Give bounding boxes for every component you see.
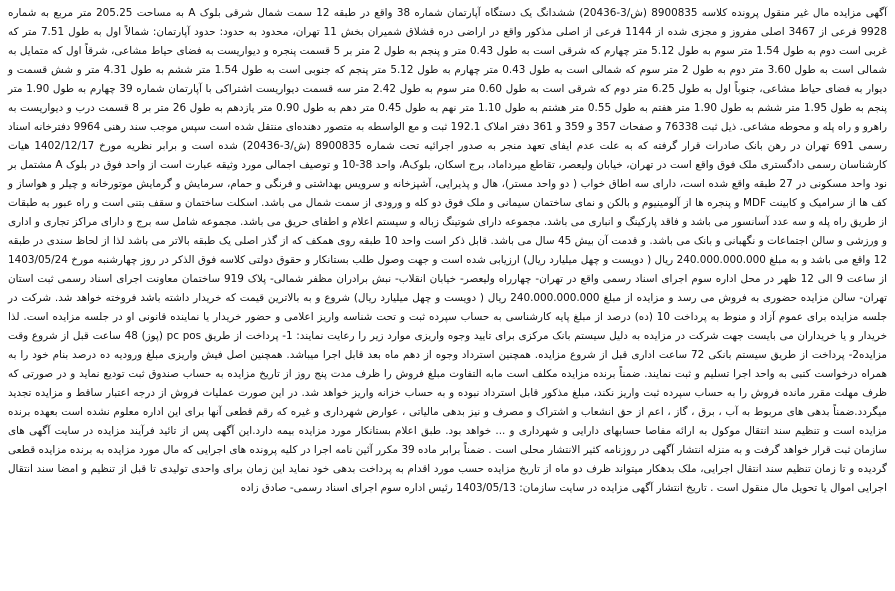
auction-notice-text: آگهی مزایده مال غیر منقول پرونده کلاسه 8900835 (ش/3-20436) ششدانگ یک دستگاه آپارتمان شماره 38 واقع در طبقه 12 سمت شمال شرقی بلوک A به مساحت 205.25 متر مربع به شماره 9928 فرعی از 3467 اصلی مفروز و مجزی شده از 1144 فرعی از اصلی مذکور واقع در اراضی دره قشلاق شمیران بخش 11 تهران، محدود به حدود: حدود آپارتمان: شمالاً اول به طول 7.51 متر که غربی است دوم به طول 1.54 متر سوم به طول 5.12 متر چهارم که شرقی است به طول 0.43 متر و پنجم به طول 2 متر بر 5 قسمت پنجره و دیواریست به فضای حیاط مشاعی، شرقاً اول که متمایل به شمالی است به طول 3.60 متر دوم به طول 2 متر سوم که شمالی است به طول 0.43 متر چهارم به طول 5.12 متر پنجم که جنوبی است به طول 1.54 متر ششم به طول 4.31 متر و شش قسمت و دیوار به فضای حیاط مشاعی، جنوباً اول به طول 6.25 متر دوم که شرقی است به طول 0.60 متر سوم به طول 2.42 متر سه قسمت دیواریست اشتراکی با آپارتمان شماره 39 چهارم به طول 1.90 متر پنجم به طول 1.95 متر ششم به طول 1.90 متر هفتم به طول 0.55 متر هشتم به طول 1.10 متر نهم به طول 0.45 متر دهم به طول 0.90 متر یازدهم به طول 26 متر بر 8 قسمت درب و دیواریست به راهرو و راه پله و محوطه مشاعی. ذیل ثبت 76338 و صفحات 357 و 359 و 361 دفتر املاک 192.1 ثبت و مع الواسطه به متصور دهنده‌ای منتقل شده است سپس موجب سند رهنی 9964 دفترخانه اسناد رسمی 691 تهران در رهن بانک صادرات قرار گرفته که به علت عدم ایفای تعهد منجر به صدور اجرائیه تحت شماره 8900835 (ش/3-20436) شده است و برابر نظریه مورخ 1402/12/17 هیات کارشناسان رسمی دادگستری ملک فوق واقع است در تهران، خیابان ولیعصر، تقاطع میرداماد، برج اسکان، بلوکA، واحد 38-10 و توصیف اجمالی مورد وثیقه عبارت است از واحد فوق در بلوک A مشتمل بر نود واحد مسکونی در 27 طبقه واقع شده است، دارای سه اطاق خواب ( دو واحد مستر)، هال و پذیرایی، آشپزخانه و سرویس بهداشتی و فرنگی و حمام، سرمایش و گرمایش موتورخانه و چیلر و هواساز و کف ها از سرامیک و کابینت MDF و پنجره ها از آلومینیوم و بالکن و نمای ساختمان سیمانی و ملک فوق دو کله و ورودی از سمت شمال می باشد. اسکلت ساختمان و سقف بتنی است و راه عبور به طبقات از طریق راه پله و سه عدد آسانسور می باشد و فاقد پارکینگ و انباری می باشد. مجموعه دارای شوتینگ زباله و سیستم اعلام و اطفای حریق می باشد. مجموعه شامل سه برج و دارای مراکز تجاری و اداری و ورزشی و سالن اجتماعات و نگهبانی و بانک می باشد. و قدمت آن بیش 45 سال می باشد. قابل ذکر است واحد 10 طبقه روی همکف که از گذر اصلی یک طبقه بالاتر می باشد لذا از لحاظ سندی در طبقه 12 واقع می باشد و به مبلغ 240.000.000.000 ریال ( دویست و چهل میلیارد ریال) ارزیابی شده است و جهت وصول طلب بستانکار و حقوق دولتی کلاسه فوق الذکر در روز چهارشنبه مورخ 1403/05/24 از ساعت 9 الی 12 ظهر در محل اداره سوم اجرای اسناد رسمی واقع در تهران- چهارراه ولیعصر- خیابان انقلاب- نبش برادران مظفر شمالی- پلاک 919 ساختمان معاونت اجرای اسناد رسمی ثبت استان تهران- سالن مزایده حضوری به فروش می رسد و مزایده از مبلغ 240.000.000.000 ریال ( دویست و چهل میلیارد ریال) شروع و به بالاترین قیمت که خریدار داشته باشد فروخته خواهد شد. شرکت در جلسه مزایده برای عموم آزاد و منوط به پرداخت 10 (ده) درصد از مبلغ پایه کارشناسی به حساب سپرده ثبت و تحت شناسه واریز اعلامی و حضور خریدار یا نماینده قانونی او در جلسه مزایده است. لذا خریدار و یا خریداران می بایست جهت شرکت در مزایده به دلیل سیستم بانک مرکزی برای تایید وجوه واریزی موارد زیر را رعایت نمایند: 1- پرداخت از طریق pc pos (پوز) 48 ساعت قبل از شروع وقت مزایده2- پرداخت از طریق سیستم بانکی 72 ساعت اداری قبل از شروع مزایده. همچنین استرداد وجوه از دهم ماه بعد قابل اجرا میباشد. همچنین اصل فیش واریزی مبلغ ورودیه ده درصد بنام خود را به همراه درخواست کتبی به واحد اجرا تسلیم و ثبت نمایند. ضمناً برنده مزایده مکلف است مابه التفاوت مبلغ فروش را ظرف مدت پنج روز از تاریخ مزایده به حساب صندوق ثبت تودیع نماید و در صورتی که ظرف مهلت مقرر مانده فروش را به حساب سپرده ثبت واریز نکند، مبلغ مذکور قابل استرداد نبوده و به حساب خزانه واریز خواهد شد. در این صورت عملیات فروش از درجه اعتبار ساقط و مزایده تجدید میگردد.ضمناً بدهی های مربوط به آب ، برق ، گاز ، اعم از حق انشعاب و اشتراک و مصرف و نیز بدهی مالیاتی ، عوارض شهرداری و غیره که رقم قطعی آنها برای این اداره معلوم نشده است بعهده برنده مزایده است و تنظیم سند انتقال موکول به ارائه مفاصا حسابهای دارایی و شهرداری و ... خواهد بود. طبق اعلام بستانکار مورد مزایده بیمه دارد.این آگهی پس از تائید فرآیند مزایده در سایت آگهی های سازمان ثبت قرار خواهد گرفت و به منزله انتشار آگهی در روزنامه کثیر الانتشار محلی است . ضمناً برابر ماده 39 مکرر آئین نامه اجرا در کلیه پرونده های اجرایی که مال مورد مزایده به برنده مزایده قطعی گردیده و تا زمان تنظیم سند انتقال اجرایی، ملک بدهکار میتواند ظرف دو ماه از تاریخ مزایده حسب مورد اقدام به پرداخت بدهی خود نماید این زمان برای واحدی تولیدی تا قبل از تنظیم و امضا سند انتقال اجرایی اموال یا تحویل مال منقول است . تاریخ انتشار آگهی مزایده در سایت سازمان: 1403/05/13 رئیس اداره سوم اجرای اسناد رسمی- صادق زاده: [8, 7, 888, 494]
